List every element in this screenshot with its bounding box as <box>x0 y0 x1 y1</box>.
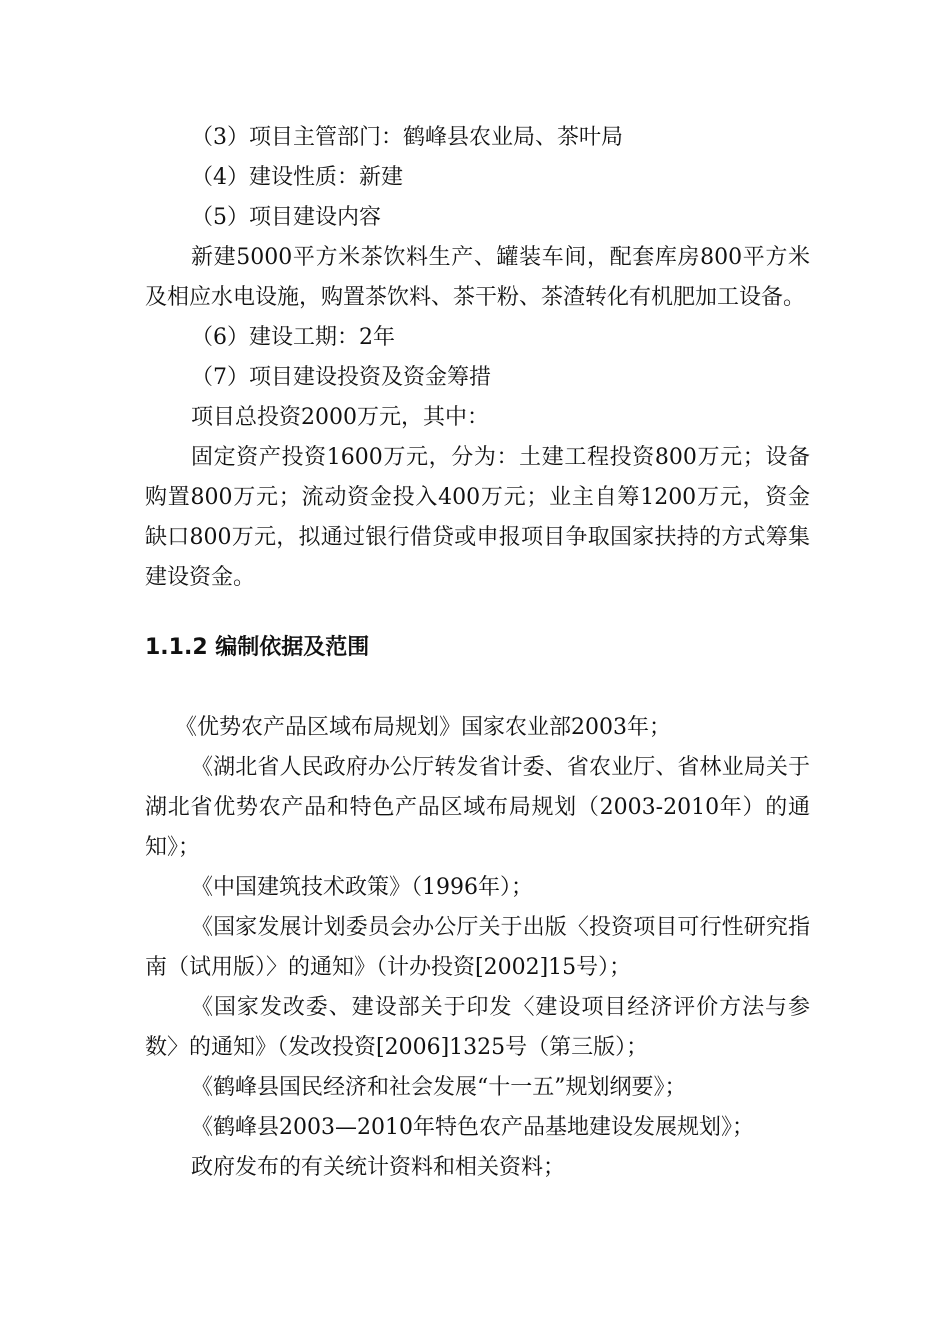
basis-item: 《鹤峰县2003—2010年特色农产品基地建设发展规划》； <box>191 1115 754 1140</box>
basis-item: 《优势农产品区域布局规划》国家农业部2003年； <box>175 715 671 740</box>
basis-item: 《国家发改委、建设部关于印发〈建设项目经济评价方法与参数〉的通知》（发改投资[2006]1325号（第三版）； <box>145 995 810 1060</box>
basis-item: 政府发布的有关统计资料和相关资料； <box>191 1155 566 1180</box>
item-6-period: （6）建设工期：2年 <box>191 325 395 350</box>
section-heading: 1.1.2 编制依据及范围 <box>145 635 370 660</box>
content-paragraph: 新建5000平方米茶饮料生产、罐装车间，配套库房800平方米及相应水电设施，购置茶饮料、茶干粉、茶渣转化有机肥加工设备。 <box>145 245 810 310</box>
investment-detail: 固定资产投资1600万元，分为：土建工程投资800万元；设备购置800万元；流动资金投入400万元；业主自筹1200万元，资金缺口800万元，拟通过银行借贷或申报项目争取国家扶持的方式筹集建设资金。 <box>145 445 810 590</box>
item-7-investment-title: （7）项目建设投资及资金筹措 <box>191 365 491 390</box>
document-page <box>145 118 810 1188</box>
basis-item: 《湖北省人民政府办公厅转发省计委、省农业厅、省林业局关于湖北省优势农产品和特色产品区域布局规划（2003-2010年）的通知》； <box>145 755 810 860</box>
basis-item: 《鹤峰县国民经济和社会发展“十一五”规划纲要》； <box>191 1075 687 1100</box>
item-4-nature: （4）建设性质：新建 <box>191 165 403 190</box>
item-3-department: （3）项目主管部门：鹤峰县农业局、茶叶局 <box>191 125 623 150</box>
item-5-content-title: （5）项目建设内容 <box>191 205 381 230</box>
investment-total: 项目总投资2000万元，其中： <box>191 405 489 430</box>
basis-item: 《国家发展计划委员会办公厅关于出版〈投资项目可行性研究指南（试用版）〉的通知》（计办投资[2002]15号）； <box>145 915 810 980</box>
basis-item: 《中国建筑技术政策》（1996年）； <box>191 875 533 900</box>
